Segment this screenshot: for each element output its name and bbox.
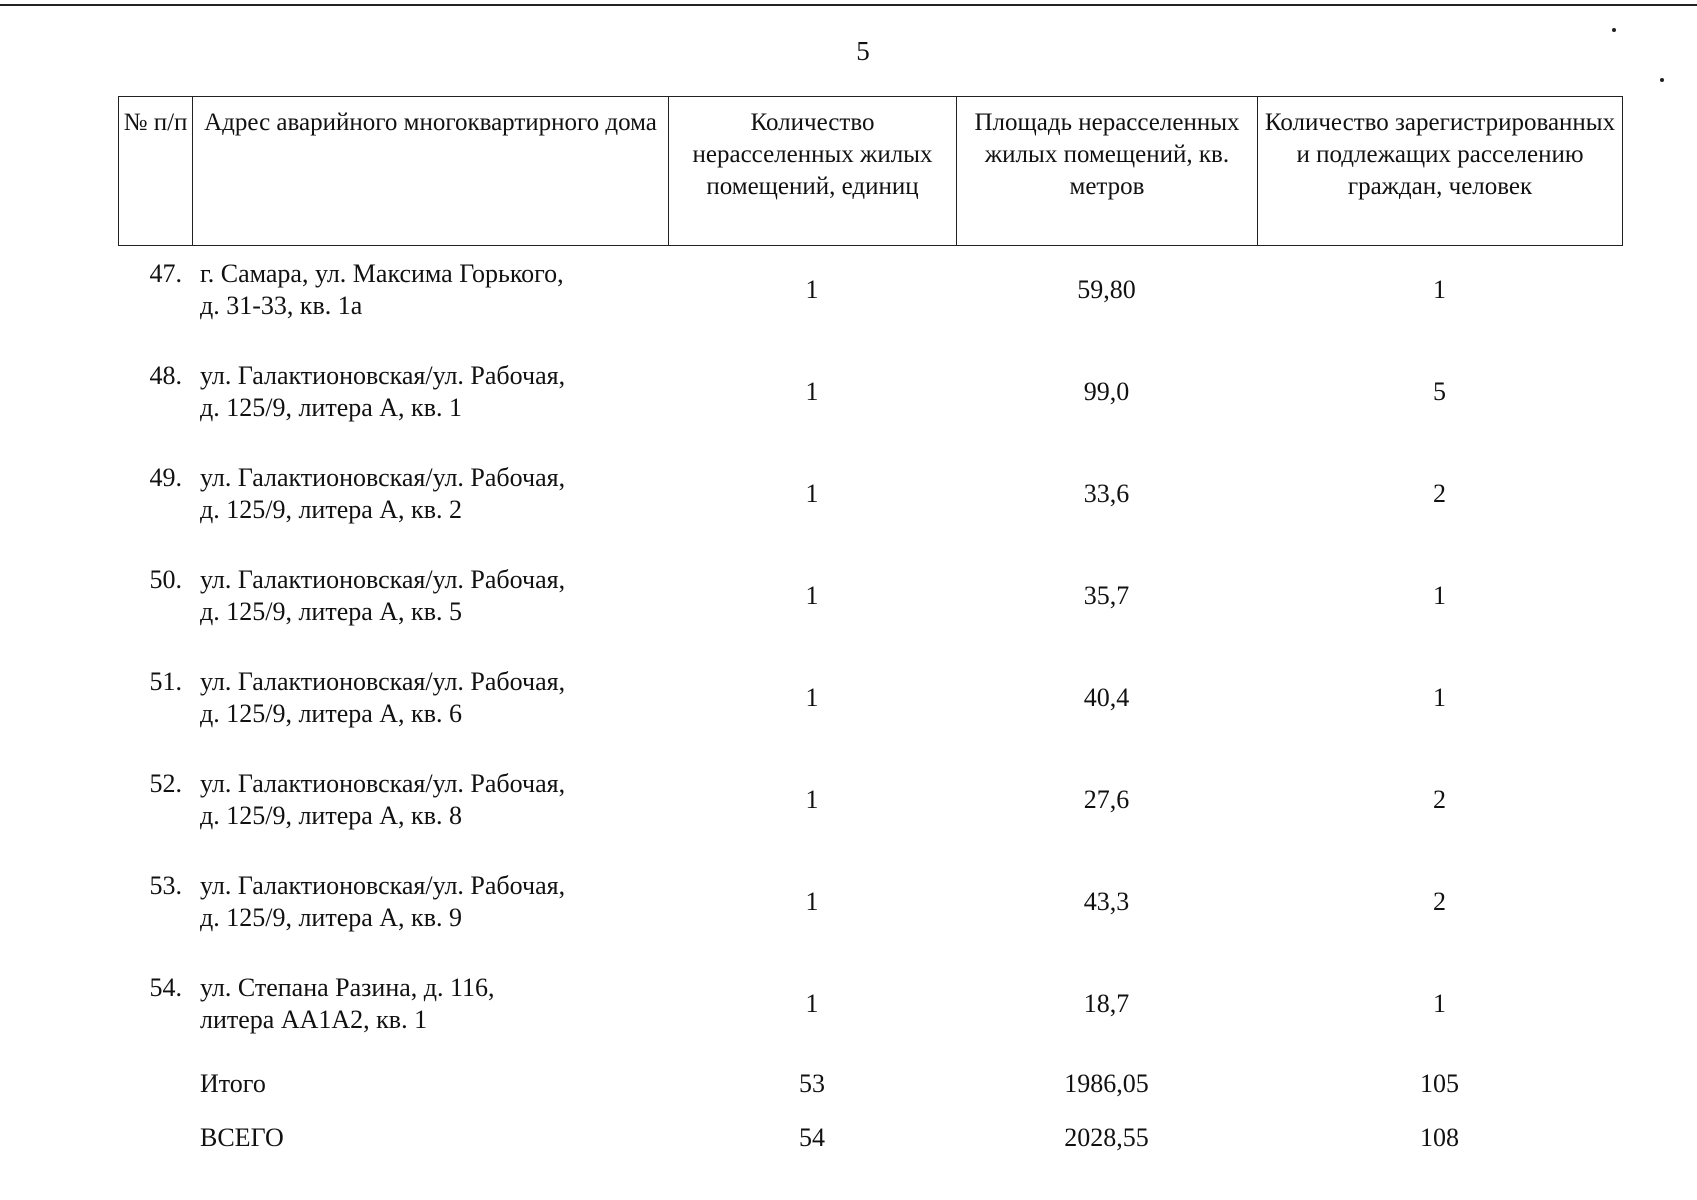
address-line: д. 125/9, литера А, кв. 1 bbox=[200, 393, 462, 422]
row-number: 54. bbox=[149, 973, 182, 1002]
row-units: 1 bbox=[805, 479, 819, 508]
address-line: ул. Галактионовская/ул. Рабочая, bbox=[200, 361, 566, 390]
page-number: 5 bbox=[856, 36, 870, 66]
row-people: 1 bbox=[1433, 275, 1446, 304]
row-number: 52. bbox=[149, 769, 182, 798]
row-people: 2 bbox=[1433, 887, 1446, 916]
subtotal-units: 53 bbox=[799, 1069, 825, 1098]
header-address: Адрес аварийного многоквартирного дома bbox=[193, 97, 669, 246]
row-area: 43,3 bbox=[1083, 887, 1130, 916]
grand-total-people: 108 bbox=[1420, 1123, 1459, 1152]
row-area: 33,6 bbox=[1083, 479, 1130, 508]
grand-total-units: 54 bbox=[799, 1123, 825, 1152]
row-number: 48. bbox=[149, 361, 182, 390]
subtotal-label: Итого bbox=[200, 1069, 266, 1098]
address-line: д. 125/9, литера А, кв. 9 bbox=[200, 903, 462, 932]
address-line: ул. Галактионовская/ул. Рабочая, bbox=[200, 871, 566, 900]
address-line: д. 125/9, литера А, кв. 6 bbox=[200, 699, 462, 728]
row-people: 1 bbox=[1433, 683, 1446, 712]
row-area: 99,0 bbox=[1083, 377, 1130, 406]
table-row bbox=[118, 762, 1622, 864]
header-units: Количество нерасселенных жилых помещений, единиц bbox=[669, 97, 957, 246]
row-number: 50. bbox=[149, 565, 182, 594]
address-line: ул. Галактионовская/ул. Рабочая, bbox=[200, 463, 566, 492]
address-line: ул. Степана Разина, д. 116, bbox=[200, 973, 495, 1002]
subtotal-area: 1986,05 bbox=[1064, 1069, 1149, 1098]
address-line: ул. Галактионовская/ул. Рабочая, bbox=[200, 565, 566, 594]
address-line: ул. Галактионовская/ул. Рабочая, bbox=[200, 667, 566, 696]
row-units: 1 bbox=[805, 887, 819, 916]
row-area: 18,7 bbox=[1083, 989, 1130, 1018]
row-address bbox=[192, 252, 668, 354]
grand-total-label: ВСЕГО bbox=[200, 1123, 284, 1152]
row-address bbox=[192, 966, 668, 1068]
address-line: д. 125/9, литера А, кв. 8 bbox=[200, 801, 462, 830]
row-area: 35,7 bbox=[1083, 581, 1130, 610]
row-number: 53. bbox=[149, 871, 182, 900]
table-row bbox=[118, 456, 1622, 558]
address-line: д. 31-33, кв. 1а bbox=[200, 291, 363, 320]
subtotal-row bbox=[118, 1068, 1622, 1122]
table-body bbox=[118, 252, 1622, 1176]
row-units: 1 bbox=[805, 581, 819, 610]
row-people: 1 bbox=[1433, 581, 1446, 610]
header-num: № п/п bbox=[119, 97, 193, 246]
row-units: 1 bbox=[805, 683, 819, 712]
table-row bbox=[118, 660, 1622, 762]
grand-total-area: 2028,55 bbox=[1064, 1123, 1149, 1152]
row-number: 51. bbox=[149, 667, 182, 696]
address-line: д. 125/9, литера А, кв. 2 bbox=[200, 495, 462, 524]
grand-total-row bbox=[118, 1122, 1622, 1176]
address-line: литера АА1А2, кв. 1 bbox=[200, 1005, 428, 1034]
header-people: Количество зарегистрированных и подлежащих расселению граждан, человек bbox=[1258, 97, 1623, 246]
header-area: Площадь нерасселенных жилых помещений, кв. метров bbox=[957, 97, 1258, 246]
table-row bbox=[118, 252, 1622, 354]
subtotal-people: 105 bbox=[1420, 1069, 1459, 1098]
scan-speck bbox=[1660, 78, 1664, 82]
row-number: 49. bbox=[149, 463, 182, 492]
table-row bbox=[118, 966, 1622, 1068]
table-header bbox=[118, 96, 1623, 246]
row-address bbox=[192, 762, 668, 864]
row-units: 1 bbox=[805, 989, 819, 1018]
table-row bbox=[118, 354, 1622, 456]
table-row bbox=[118, 864, 1622, 966]
row-area: 27,6 bbox=[1083, 785, 1130, 814]
address-line: г. Самара, ул. Максима Горького, bbox=[200, 259, 564, 288]
table-row bbox=[118, 558, 1622, 660]
row-people: 2 bbox=[1433, 479, 1446, 508]
row-units: 1 bbox=[805, 275, 819, 304]
row-people: 1 bbox=[1433, 989, 1446, 1018]
row-address bbox=[192, 660, 668, 762]
row-address bbox=[192, 864, 668, 966]
row-units: 1 bbox=[805, 785, 819, 814]
row-address bbox=[192, 558, 668, 660]
top-rule bbox=[0, 4, 1697, 6]
row-people: 5 bbox=[1433, 377, 1446, 406]
row-people: 2 bbox=[1433, 785, 1446, 814]
row-address bbox=[192, 456, 668, 558]
row-area: 59,80 bbox=[1077, 275, 1136, 304]
row-units: 1 bbox=[805, 377, 819, 406]
row-number: 47. bbox=[149, 259, 182, 288]
scan-speck bbox=[1612, 28, 1616, 32]
address-line: д. 125/9, литера А, кв. 5 bbox=[200, 597, 462, 626]
row-address bbox=[192, 354, 668, 456]
row-area: 40,4 bbox=[1083, 683, 1130, 712]
address-line: ул. Галактионовская/ул. Рабочая, bbox=[200, 769, 566, 798]
